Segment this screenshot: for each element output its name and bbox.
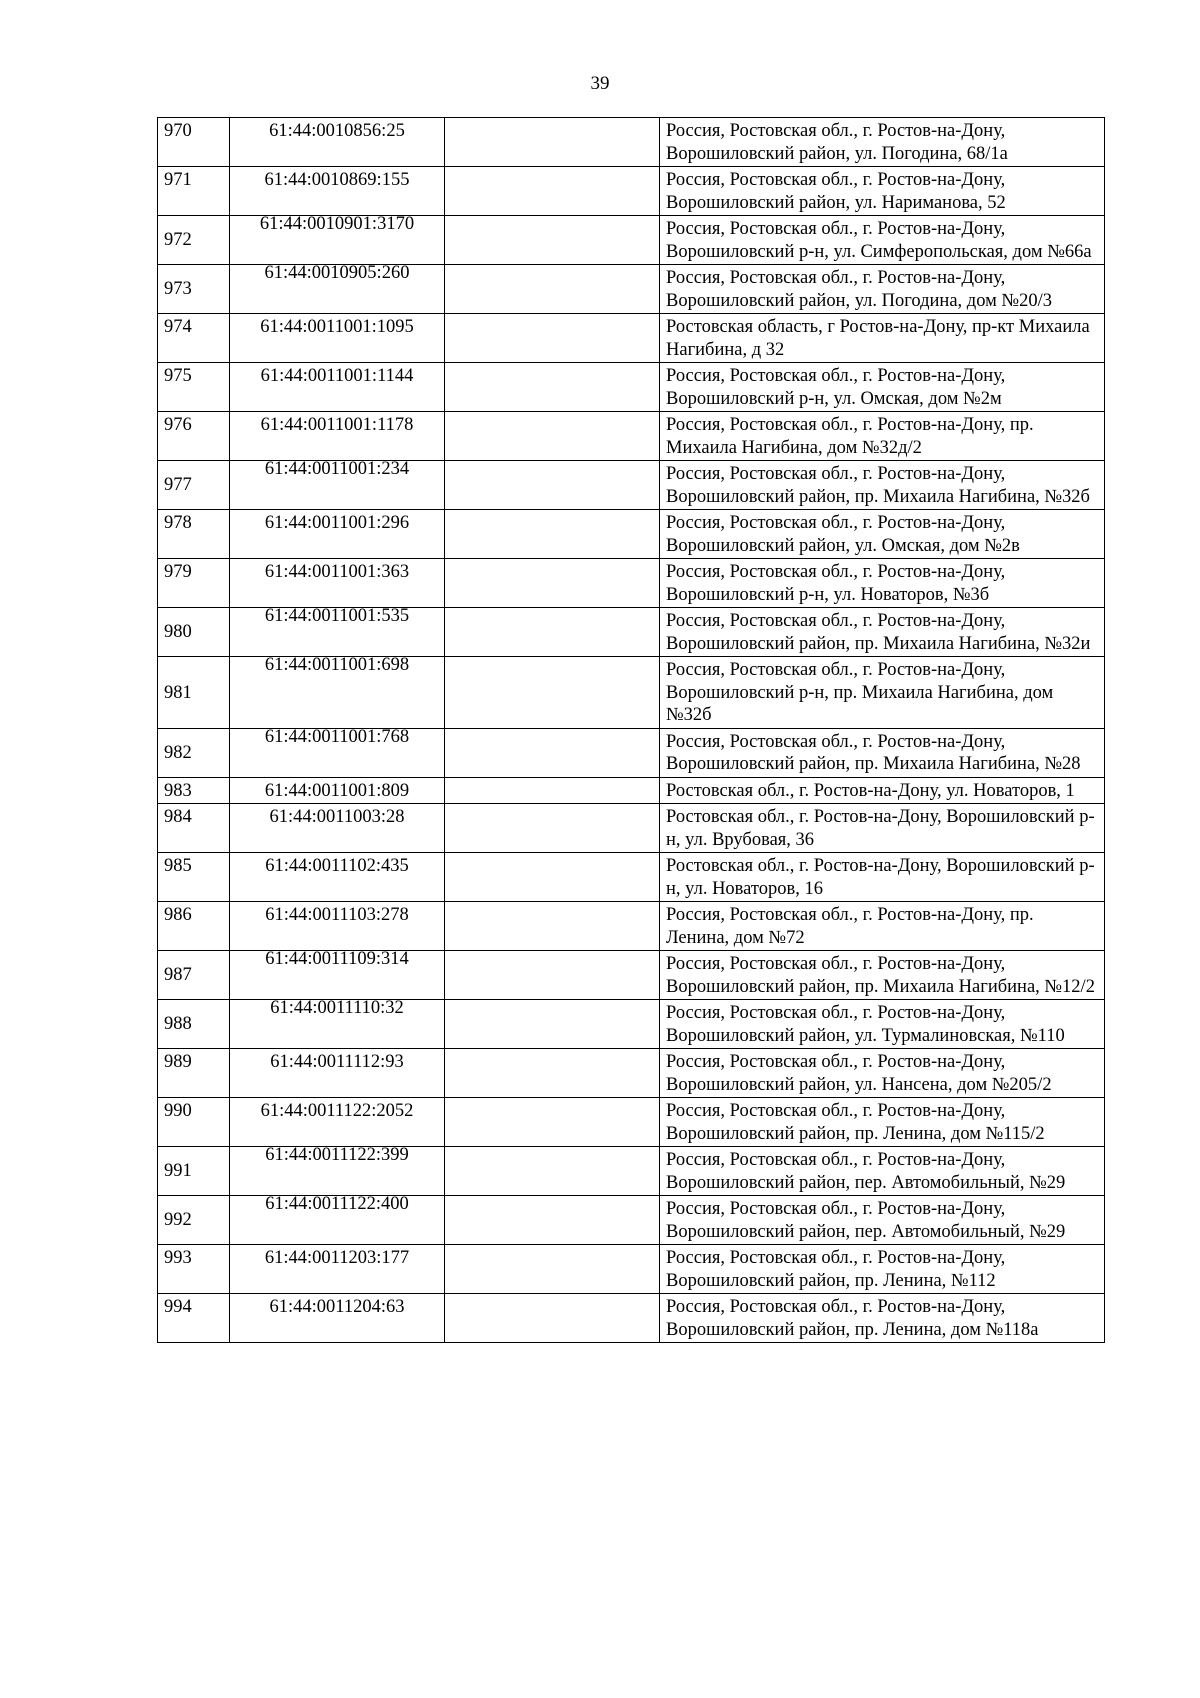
cadastral-text: 61:44:0011001:234 — [264, 459, 410, 479]
row-number: 975 — [158, 363, 230, 412]
address: Ростовская область, г Ростов-на-Дону, пр-кт Михаила Нагибина, д 32 — [660, 314, 1105, 363]
cadastral-text: 61:44:0011001:535 — [264, 606, 410, 626]
cadastral-number: 61:44:0011001:1095 — [230, 314, 445, 363]
row-number: 982 — [158, 728, 230, 777]
row-number: 983 — [158, 777, 230, 804]
row-number: 994 — [158, 1294, 230, 1343]
cadastral-number — [230, 1000, 445, 1049]
cadastral-number: 61:44:0011204:63 — [230, 1294, 445, 1343]
address: Россия, Ростовская обл., г. Ростов-на-Дону, Ворошиловский район, пр. Ленина, №112 — [660, 1245, 1105, 1294]
row-number: 973 — [158, 265, 230, 314]
empty-cell — [445, 461, 660, 510]
row-number: 984 — [158, 804, 230, 853]
empty-cell — [445, 1196, 660, 1245]
table-row — [158, 1196, 1105, 1245]
cadastral-number: 61:44:0010869:155 — [230, 167, 445, 216]
empty-cell — [445, 777, 660, 804]
table-row — [158, 314, 1105, 363]
row-number: 991 — [158, 1147, 230, 1196]
cadastral-number: 61:44:0011003:28 — [230, 804, 445, 853]
cadastral-text: 61:44:0011109:314 — [265, 949, 409, 969]
cadastral-number — [230, 1147, 445, 1196]
cadastral-number: 61:44:0011001:1178 — [230, 412, 445, 461]
cadastral-number: 61:44:0011001:363 — [230, 559, 445, 608]
empty-cell — [445, 167, 660, 216]
cadastral-number: 61:44:0011102:435 — [230, 853, 445, 902]
row-number: 986 — [158, 902, 230, 951]
cadastral-text: 61:44:0010901:3170 — [259, 214, 415, 234]
address: Россия, Ростовская обл., г. Ростов-на-Дону, Ворошиловский район, ул. Погодина, 68/1а — [660, 118, 1105, 167]
cadastral-text: 61:44:0011001:768 — [264, 726, 410, 747]
cadastral-text: 61:44:0011122:399 — [265, 1145, 409, 1165]
row-number: 993 — [158, 1245, 230, 1294]
cadastral-number — [230, 461, 445, 510]
address: Россия, Ростовская обл., г. Ростов-на-Дону, Ворошиловский район, пр. Ленина, дом №118а — [660, 1294, 1105, 1343]
row-number: 987 — [158, 951, 230, 1000]
address: Россия, Ростовская обл., г. Ростов-на-Дону, Ворошиловский район, пр. Михаила Нагибина, №32б — [660, 461, 1105, 510]
table-row — [158, 216, 1105, 265]
cadastral-number — [230, 608, 445, 657]
empty-cell — [445, 657, 660, 729]
cadastral-number: 61:44:0011001:1144 — [230, 363, 445, 412]
address: Россия, Ростовская обл., г. Ростов-на-Дону, Ворошиловский район, пр. Михаила Нагибина, №12/2 — [660, 951, 1105, 1000]
table-body — [158, 118, 1105, 1343]
table-row — [158, 265, 1105, 314]
empty-cell — [445, 118, 660, 167]
row-number: 988 — [158, 1000, 230, 1049]
address: Ростовская обл., г. Ростов-на-Дону, ул. Новаторов, 1 — [660, 777, 1105, 804]
cadastral-number — [230, 657, 445, 729]
empty-cell — [445, 1147, 660, 1196]
cadastral-number — [230, 216, 445, 265]
address: Ростовская обл., г. Ростов-на-Дону, Ворошиловский р-н, ул. Новаторов, 16 — [660, 853, 1105, 902]
empty-cell — [445, 1098, 660, 1147]
table-row — [158, 118, 1105, 167]
cadastral-number: 61:44:0011112:93 — [230, 1049, 445, 1098]
cadastral-number: 61:44:0011103:278 — [230, 902, 445, 951]
address: Россия, Ростовская обл., г. Ростов-на-Дону, пр. Ленина, дом №72 — [660, 902, 1105, 951]
empty-cell — [445, 728, 660, 777]
address: Россия, Ростовская обл., г. Ростов-на-Дону, Ворошиловский район, ул. Омская, дом №2в — [660, 510, 1105, 559]
empty-cell — [445, 265, 660, 314]
empty-cell — [445, 314, 660, 363]
cadastral-text: 61:44:0011110:32 — [270, 998, 404, 1018]
cadastral-number: 61:44:0011203:177 — [230, 1245, 445, 1294]
table-row — [158, 951, 1105, 1000]
cadastral-number — [230, 951, 445, 1000]
address: Ростовская обл., г. Ростов-на-Дону, Ворошиловский р-н, ул. Врубовая, 36 — [660, 804, 1105, 853]
cadastral-text: 61:44:0010905:260 — [264, 263, 410, 283]
table-row — [158, 728, 1105, 777]
cadastral-number: 61:44:0010856:25 — [230, 118, 445, 167]
empty-cell — [445, 853, 660, 902]
row-number: 978 — [158, 510, 230, 559]
row-number: 976 — [158, 412, 230, 461]
cadastral-number — [230, 1196, 445, 1245]
table-row — [158, 167, 1105, 216]
row-number: 992 — [158, 1196, 230, 1245]
row-number: 970 — [158, 118, 230, 167]
table-row — [158, 559, 1105, 608]
address: Россия, Ростовская обл., г. Ростов-на-Дону, Ворошиловский район, ул. Турмалиновская, №110 — [660, 1000, 1105, 1049]
address: Россия, Ростовская обл., г. Ростов-на-Дону, Ворошиловский район, ул. Погодина, дом №20/3 — [660, 265, 1105, 314]
row-number: 979 — [158, 559, 230, 608]
address: Россия, Ростовская обл., г. Ростов-на-Дону, Ворошиловский район, ул. Нансена, дом №205/2 — [660, 1049, 1105, 1098]
address: Россия, Ростовская обл., г. Ростов-на-Дону, Ворошиловский район, пр. Михаила Нагибина, №32и — [660, 608, 1105, 657]
table-row — [158, 1245, 1105, 1294]
table-row — [158, 1049, 1105, 1098]
table-row — [158, 1294, 1105, 1343]
table-row — [158, 363, 1105, 412]
address: Россия, Ростовская обл., г. Ростов-на-Дону, Ворошиловский район, пр. Ленина, дом №115/2 — [660, 1098, 1105, 1147]
empty-cell — [445, 510, 660, 559]
empty-cell — [445, 608, 660, 657]
page-number: 39 — [590, 73, 610, 94]
address: Россия, Ростовская обл., г. Ростов-на-Дону, Ворошиловский р-н, ул. Симферопольская, дом №66а — [660, 216, 1105, 265]
land-plot-table — [157, 117, 1105, 1343]
cadastral-number — [230, 728, 445, 777]
cadastral-text: 61:44:0011001:698 — [264, 655, 410, 675]
empty-cell — [445, 1049, 660, 1098]
empty-cell — [445, 951, 660, 1000]
address: Россия, Ростовская обл., г. Ростов-на-Дону, Ворошиловский район, пер. Автомобильный, №29 — [660, 1196, 1105, 1245]
address: Россия, Ростовская обл., г. Ростов-на-Дону, Ворошиловский район, пр. Михаила Нагибина, №28 — [660, 728, 1105, 777]
row-number: 974 — [158, 314, 230, 363]
cadastral-number: 61:44:0011001:296 — [230, 510, 445, 559]
empty-cell — [445, 902, 660, 951]
address: Россия, Ростовская обл., г. Ростов-на-Дону, Ворошиловский район, пер. Автомобильный, №29 — [660, 1147, 1105, 1196]
row-number: 972 — [158, 216, 230, 265]
row-number: 971 — [158, 167, 230, 216]
row-number: 990 — [158, 1098, 230, 1147]
address: Россия, Ростовская обл., г. Ростов-на-Дону, Ворошиловский р-н, пр. Михаила Нагибина, дом №32б — [660, 657, 1105, 729]
empty-cell — [445, 804, 660, 853]
cadastral-number: 61:44:0011001:809 — [230, 777, 445, 804]
empty-cell — [445, 363, 660, 412]
table-row — [158, 1147, 1105, 1196]
row-number: 977 — [158, 461, 230, 510]
address: Россия, Ростовская обл., г. Ростов-на-Дону, Ворошиловский район, ул. Нариманова, 52 — [660, 167, 1105, 216]
table-row — [158, 510, 1105, 559]
empty-cell — [445, 412, 660, 461]
address: Россия, Ростовская обл., г. Ростов-на-Дону, Ворошиловский р-н, ул. Новаторов, №3б — [660, 559, 1105, 608]
cadastral-number: 61:44:0011122:2052 — [230, 1098, 445, 1147]
table-row — [158, 657, 1105, 729]
row-number: 980 — [158, 608, 230, 657]
table-row — [158, 804, 1105, 853]
table-row — [158, 1098, 1105, 1147]
row-number: 989 — [158, 1049, 230, 1098]
table-row — [158, 902, 1105, 951]
table-row — [158, 608, 1105, 657]
empty-cell — [445, 559, 660, 608]
empty-cell — [445, 1245, 660, 1294]
cadastral-number — [230, 265, 445, 314]
address: Россия, Ростовская обл., г. Ростов-на-Дону, Ворошиловский р-н, ул. Омская, дом №2м — [660, 363, 1105, 412]
table-row — [158, 1000, 1105, 1049]
table-row — [158, 853, 1105, 902]
address: Россия, Ростовская обл., г. Ростов-на-Дону, пр. Михаила Нагибина, дом №32д/2 — [660, 412, 1105, 461]
table-row — [158, 461, 1105, 510]
cadastral-text: 61:44:0011122:400 — [265, 1194, 409, 1214]
row-number: 985 — [158, 853, 230, 902]
table-row — [158, 412, 1105, 461]
empty-cell — [445, 1294, 660, 1343]
table-row — [158, 777, 1105, 804]
empty-cell — [445, 1000, 660, 1049]
empty-cell — [445, 216, 660, 265]
row-number: 981 — [158, 657, 230, 729]
